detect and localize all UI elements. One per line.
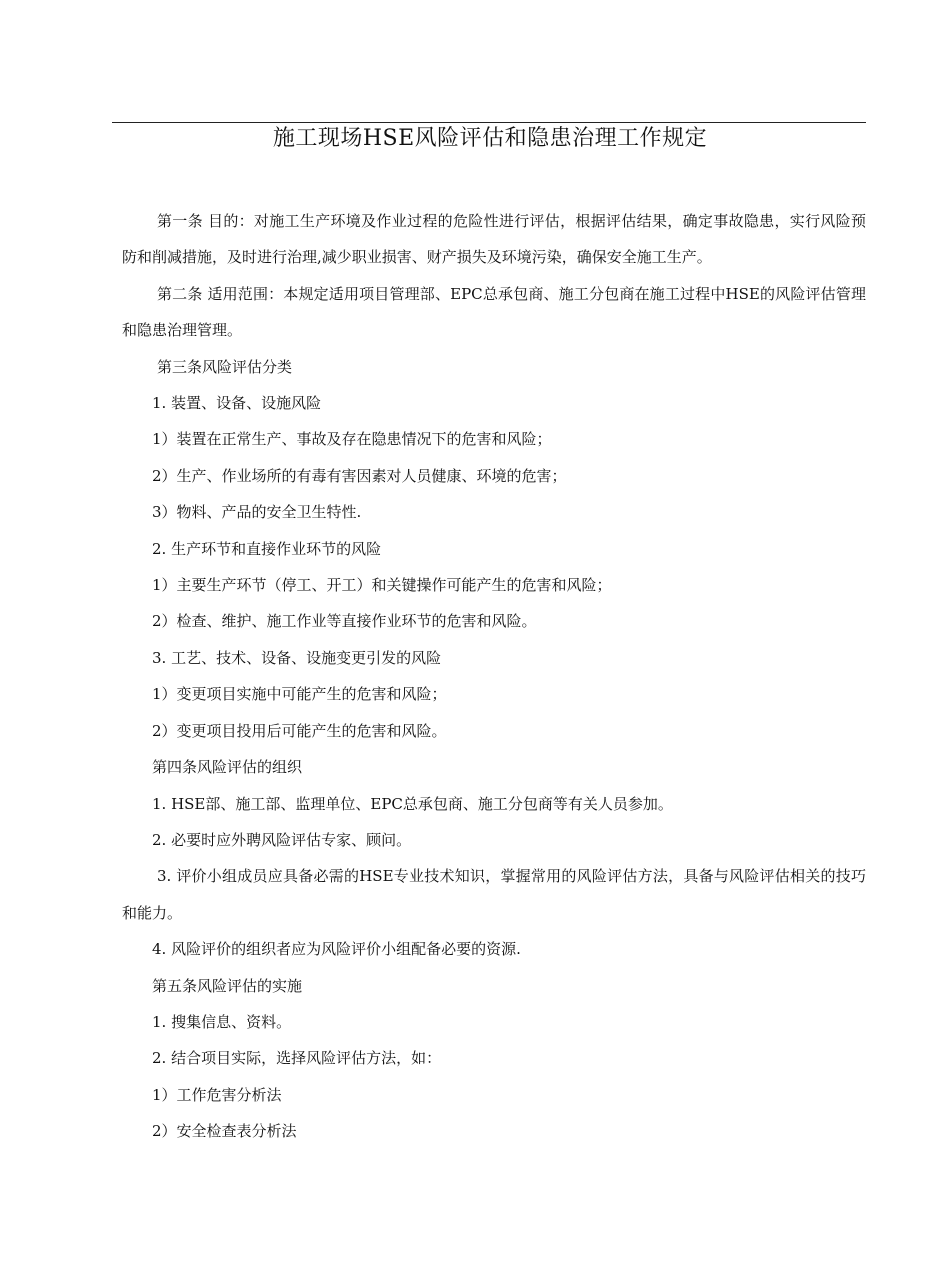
document-body xyxy=(122,203,866,1150)
document-title: 施工现场HSE风险评估和隐患治理工作规定 xyxy=(272,126,708,151)
article-3-heading: 第三条风险评估分类 xyxy=(157,357,293,376)
list-item: 3）物料、产品的安全卫生特性. xyxy=(152,503,362,522)
list-item: 1. HSE部、施工部、监理单位、EPC总承包商、施工分包商等有关人员参加。 xyxy=(152,794,673,813)
list-item: 1. 装置、设备、设施风险 xyxy=(152,394,322,413)
list-item: 1. 搜集信息、资料。 xyxy=(152,1012,292,1031)
article-1-purpose: 第一条 目的：对施工生产环境及作业过程的危险性进行评估，根据评估结果，确定事故隐患，实行风险预防和削减措施，及时进行治理,减少职业损害、财产损失及环境污染，确保安全施工生产。 xyxy=(122,212,866,267)
list-item: 2. 结合项目实际，选择风险评估方法，如： xyxy=(152,1049,442,1068)
list-item: 1）装置在正常生产、事故及存在隐患情况下的危害和风险； xyxy=(152,430,552,449)
article-4-heading: 第四条风险评估的组织 xyxy=(152,758,303,777)
list-item: 1）变更项目实施中可能产生的危害和风险； xyxy=(152,685,447,704)
list-item: 2. 生产环节和直接作业环节的风险 xyxy=(152,539,382,558)
list-item: 2. 必要时应外聘风险评估专家、顾问。 xyxy=(152,830,412,849)
list-item: 4. 风险评价的组织者应为风险评价小组配备必要的资源. xyxy=(152,940,521,959)
header-rule xyxy=(112,122,866,123)
list-item: 2）变更项目投用后可能产生的危害和风险。 xyxy=(152,721,447,740)
list-item: 3. 评价小组成员应具备必需的HSE专业技术知识，掌握常用的风险评估方法，具备与风险评估相关的技巧和能力。 xyxy=(122,867,866,922)
article-5-heading: 第五条风险评估的实施 xyxy=(152,976,303,995)
list-item: 1）工作危害分析法 xyxy=(152,1085,282,1104)
list-item: 1）主要生产环节（停工、开工）和关键操作可能产生的危害和风险； xyxy=(152,576,612,595)
article-2-scope: 第二条 适用范围：本规定适用项目管理部、EPC总承包商、施工分包商在施工过程中HSE的风险评估管理和隐患治理管理。 xyxy=(122,284,866,340)
list-item: 2）生产、作业场所的有毒有害因素对人员健康、环境的危害； xyxy=(152,466,567,485)
list-item: 2）安全检查表分析法 xyxy=(152,1122,297,1141)
list-item: 3. 工艺、技术、设备、设施变更引发的风险 xyxy=(152,648,442,667)
list-item: 2）检查、维护、施工作业等直接作业环节的危害和风险。 xyxy=(152,612,537,631)
